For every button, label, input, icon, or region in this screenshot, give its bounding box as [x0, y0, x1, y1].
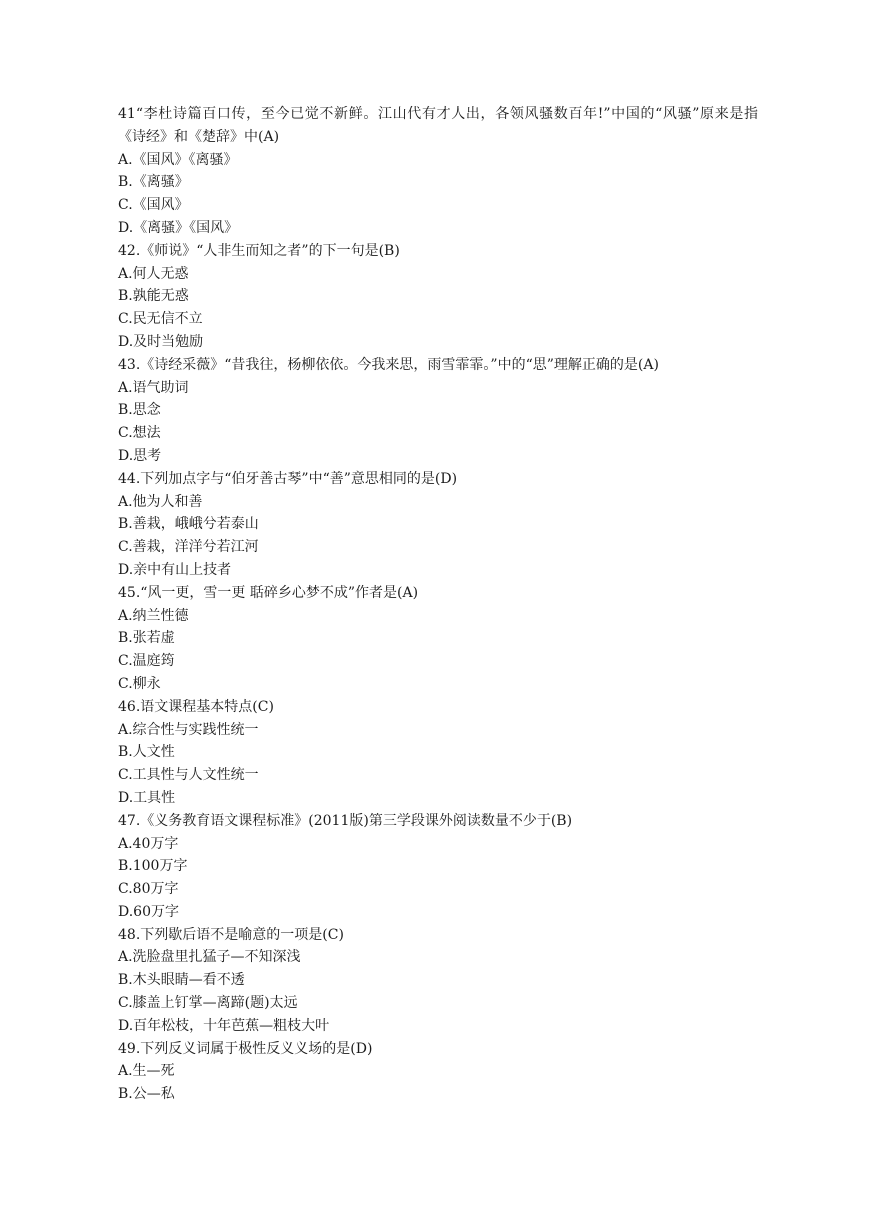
option-c: C.工具性与人文性统一 [118, 767, 259, 784]
option-d: C.柳永 [118, 675, 161, 692]
question-41 [118, 103, 758, 240]
option-b: B.张若虚 [118, 630, 175, 647]
option-b: B.思念 [118, 402, 161, 419]
option-d: D.工具性 [118, 789, 176, 806]
option-b: B.《离骚》 [118, 174, 189, 191]
option-c: C.80万字 [118, 881, 179, 898]
question-43 [118, 354, 758, 468]
option-d: D.及时当勉励 [118, 333, 204, 350]
option-a: A.纳兰性德 [118, 607, 189, 624]
option-a: A.语气助词 [118, 379, 189, 396]
question-stem: 44.下列加点字与“伯牙善古琴”中“善”意思相同的是(D) [118, 470, 458, 487]
option-d: D.百年松枝，十年芭蕉—粗枝大叶 [118, 1017, 330, 1034]
option-a: A.他为人和善 [118, 493, 203, 510]
question-42 [118, 240, 758, 354]
question-stem: 49.下列反义词属于极性反义义场的是(D) [118, 1040, 373, 1057]
option-a: A.40万字 [118, 835, 179, 852]
option-b: B.善栽，峨峨兮若泰山 [118, 516, 259, 533]
option-c: C.《国风》 [118, 197, 189, 214]
option-d: D.亲中有山上技者 [118, 561, 232, 578]
option-b: B.100万字 [118, 858, 188, 875]
option-a: A.综合性与实践性统一 [118, 721, 259, 738]
option-c: C.想法 [118, 425, 161, 442]
document-page [118, 103, 758, 1106]
option-a: A.何人无惑 [118, 265, 189, 282]
option-d: D.《离骚》《国风》 [118, 219, 239, 236]
question-49 [118, 1038, 758, 1106]
option-b: B.木头眼睛—看不透 [118, 972, 245, 989]
option-a: A.《国风》《离骚》 [118, 151, 238, 168]
question-46 [118, 696, 758, 810]
question-stem: 41“李杜诗篇百口传，至今已觉不新鲜。江山代有才人出，各领风骚数百年!”中国的“风骚”原来是指《诗经》和《楚辞》中(A) [118, 106, 758, 145]
question-stem: 48.下列歇后语不是喻意的一项是(C) [118, 926, 344, 943]
question-47 [118, 810, 758, 924]
option-d: D.60万字 [118, 903, 179, 920]
question-44 [118, 468, 758, 582]
question-stem: 45.“风一更，雪一更 聒碎乡心梦不成”作者是(A) [118, 584, 419, 601]
option-b: B.人文性 [118, 744, 175, 761]
option-b: B.孰能无惑 [118, 288, 189, 305]
question-48 [118, 924, 758, 1038]
option-b: B.公—私 [118, 1086, 175, 1103]
question-stem: 42.《师说》“人非生而知之者”的下一句是(B) [118, 242, 400, 259]
option-a: A.生—死 [118, 1063, 175, 1080]
option-c: C.温庭筠 [118, 653, 175, 670]
option-c: C.膝盖上钉掌—离蹄(题)太远 [118, 995, 298, 1012]
option-c: C.民无信不立 [118, 311, 203, 328]
question-stem: 46.语文课程基本特点(C) [118, 698, 274, 715]
question-stem: 43.《诗经采薇》“昔我往，杨柳依依。今我来思，雨雪霏霏。”中的“思”理解正确的是(A) [118, 356, 659, 373]
option-a: A.洗脸盘里扎猛子—不知深浅 [118, 949, 301, 966]
option-d: D.思考 [118, 447, 162, 464]
question-stem: 47.《义务教育语文课程标准》(2011版)第三学段课外阅读数量不少于(B) [118, 812, 573, 829]
option-c: C.善栽，洋洋兮若江河 [118, 539, 259, 556]
question-45 [118, 582, 758, 696]
